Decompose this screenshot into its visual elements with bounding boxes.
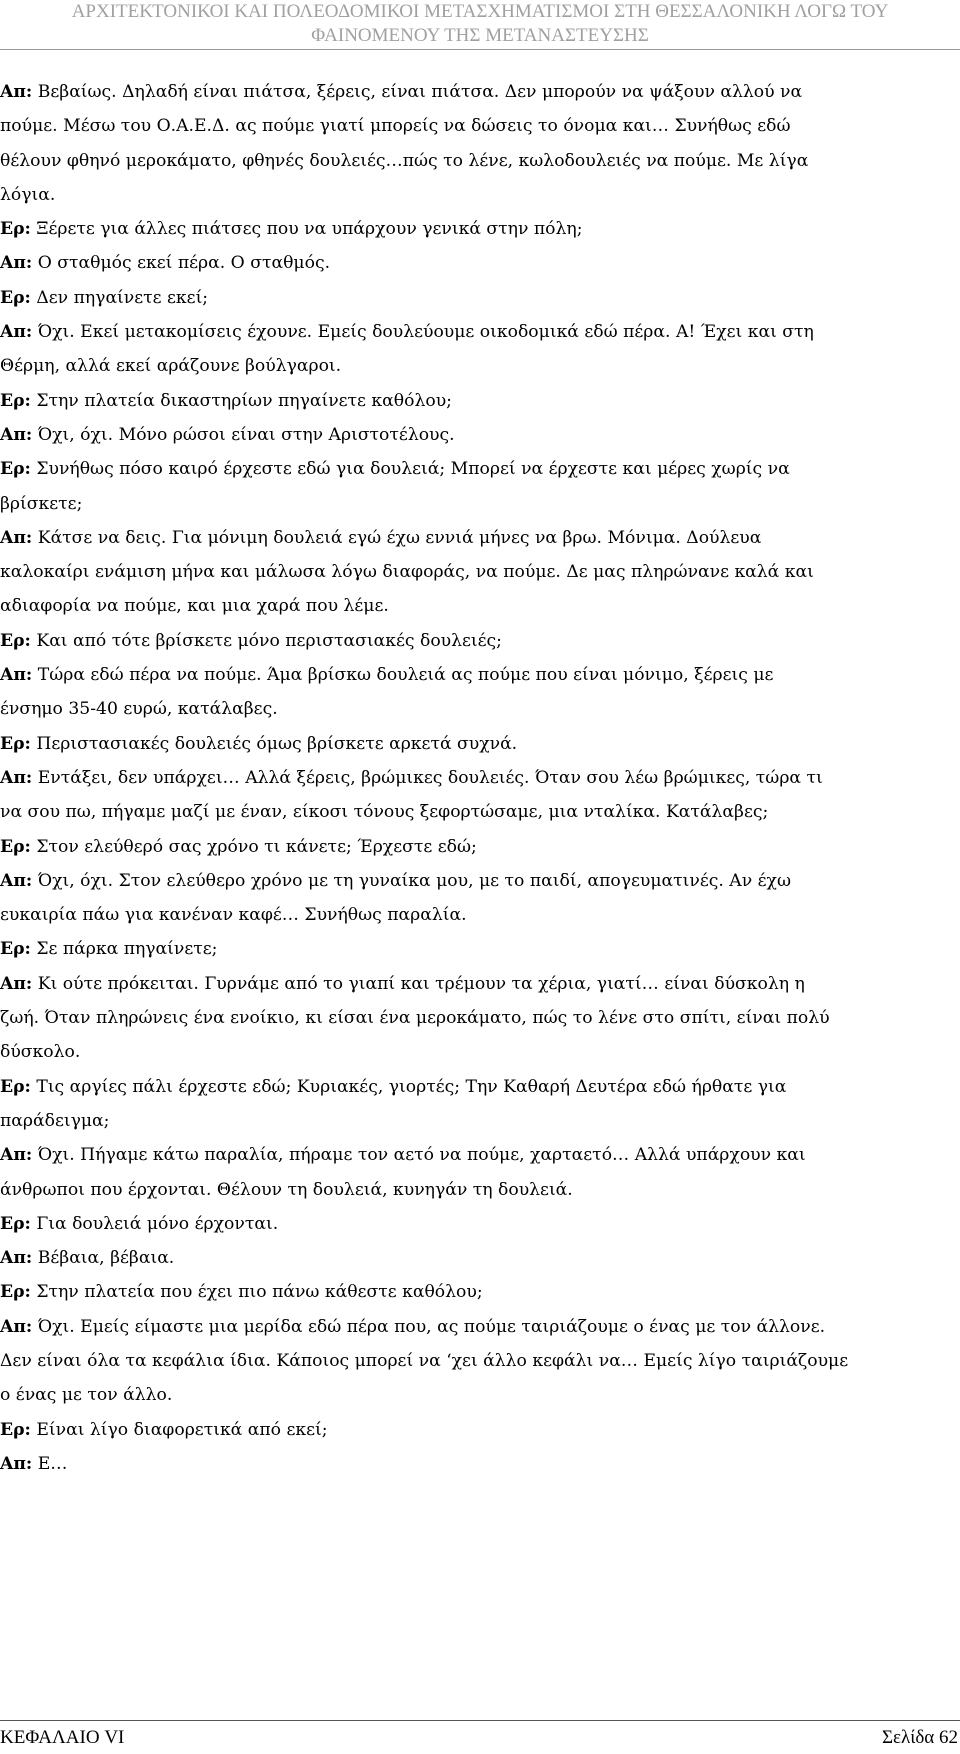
transcript-line xyxy=(0,1207,955,1241)
speaker-label: Ερ: xyxy=(0,1076,31,1097)
line-text: Σε πάρκα πηγαίνετε; xyxy=(30,939,218,960)
speaker-label: Απ: xyxy=(0,767,33,788)
transcript-line xyxy=(0,1378,955,1412)
line-text: παράδειγμα; xyxy=(0,1110,110,1131)
line-text: Στον ελεύθερό σας χρόνο τι κάνετε; Έρχεστε εδώ; xyxy=(30,836,477,857)
transcript-line xyxy=(0,487,955,521)
transcript-line xyxy=(0,1241,955,1275)
line-text: Είναι λίγο διαφορετικά από εκεί; xyxy=(30,1419,328,1440)
speaker-label: Απ: xyxy=(0,527,33,548)
line-text: λόγια. xyxy=(0,184,56,205)
line-text: καλοκαίρι ενάμιση μήνα και μάλωσα λόγω διαφοράς, να πούμε. Δε μας πληρώνανε καλά και xyxy=(0,562,814,583)
speaker-label: Απ: xyxy=(0,1453,33,1474)
transcript-line xyxy=(0,1447,955,1481)
transcript-line xyxy=(0,1173,955,1207)
line-text: Βεβαίως. Δηλαδή είναι πιάτσα, ξέρεις, είναι πιάτσα. Δεν μπορούν να ψάξουν αλλού να xyxy=(32,82,803,102)
line-text: ευκαιρία πάω για κανέναν καφέ… Συνήθως παραλία. xyxy=(0,905,467,926)
speaker-label: Ερ: xyxy=(0,733,31,754)
line-text: να σου πω, πήγαμε μαζί με έναν, είκοσι τόνους ξεφορτώσαμε, μια νταλίκα. Κατάλαβες; xyxy=(0,802,769,823)
line-text: Ο σταθμός εκεί πέρα. Ο σταθμός. xyxy=(32,253,331,274)
speaker-label: Απ: xyxy=(0,870,33,891)
line-text: Τις αργίες πάλι έρχεστε εδώ; Κυριακές, γιορτές; Την Καθαρή Δευτέρα εδώ ήρθατε για xyxy=(30,1076,787,1097)
line-text: Όχι. Πήγαμε κάτω παραλία, πήραμε τον αετό να πούμε, χαρταετό… Αλλά υπάρχουν και xyxy=(32,1145,806,1166)
interview-transcript xyxy=(0,75,955,1481)
speaker-label: Ερ: xyxy=(0,1282,31,1303)
line-text: Θέρμη, αλλά εκεί αράζουνε βούλγαροι. xyxy=(0,356,342,377)
transcript-line xyxy=(0,109,955,143)
speaker-label: Απ: xyxy=(0,1248,33,1269)
page-number: Σελίδα 62 xyxy=(881,1727,958,1748)
transcript-line xyxy=(0,932,955,966)
line-text: Και από τότε βρίσκετε μόνο περιστασιακές δουλειές; xyxy=(30,630,502,651)
speaker-label: Απ: xyxy=(0,1316,33,1337)
line-text: θέλουν φθηνό μεροκάματο, φθηνές δουλειές…πώς το λένε, κωλοδουλειές να πούμε. Με λίγα xyxy=(0,150,809,171)
transcript-line xyxy=(0,624,955,658)
transcript-line xyxy=(0,1310,955,1344)
line-text: Κι ούτε πρόκειται. Γυρνάμε από το γιαπί και τρέμουν τα χέρια, γιατί… είναι δύσκολη η xyxy=(32,973,805,994)
running-header xyxy=(0,0,960,48)
transcript-line xyxy=(0,418,955,452)
transcript-line xyxy=(0,692,955,726)
speaker-label: Απ: xyxy=(0,424,33,445)
speaker-label: Απ: xyxy=(0,82,33,102)
line-text: Συνήθως πόσο καιρό έρχεστε εδώ για δουλειά; Μπορεί να έρχεστε και μέρες χωρίς να xyxy=(30,459,790,480)
speaker-label: Απ: xyxy=(0,1145,33,1166)
line-text: Ε… xyxy=(32,1453,68,1474)
transcript-line xyxy=(0,1275,955,1309)
speaker-label: Ερ: xyxy=(0,1419,31,1440)
transcript-line xyxy=(0,555,955,589)
line-text: Όχι. Εκεί μετακομίσεις έχουνε. Εμείς δουλεύουμε οικοδομικά εδώ πέρα. Α! Έχει και στη xyxy=(32,322,814,343)
line-text: δύσκολο. xyxy=(0,1042,81,1063)
transcript-line xyxy=(0,384,955,418)
line-text: πούμε. Μέσω του Ο.Α.Ε.Δ. ας πούμε γιατί μπορείς να δώσεις το όνομα και… Συνήθως εδώ xyxy=(0,116,791,137)
speaker-label: Ερ: xyxy=(0,939,31,960)
transcript-line xyxy=(0,1070,955,1104)
transcript-line xyxy=(0,349,955,383)
transcript-line xyxy=(0,178,955,212)
line-text: ο ένας με τον άλλο. xyxy=(0,1385,173,1406)
line-text: άνθρωποι που έρχονται. Θέλουν τη δουλειά, κυνηγάν τη δουλειά. xyxy=(0,1179,573,1200)
transcript-line xyxy=(0,761,955,795)
line-text: Στην πλατεία που έχει πιο πάνω κάθεστε καθόλου; xyxy=(30,1282,483,1303)
line-text: Για δουλειά μόνο έρχονται. xyxy=(30,1213,279,1234)
transcript-line xyxy=(0,967,955,1001)
transcript-line xyxy=(0,658,955,692)
transcript-line xyxy=(0,864,955,898)
transcript-line xyxy=(0,727,955,761)
transcript-line xyxy=(0,521,955,555)
transcript-line xyxy=(0,1344,955,1378)
transcript-line xyxy=(0,315,955,349)
line-text: Εντάξει, δεν υπάρχει… Αλλά ξέρεις, βρώμικες δουλειές. Όταν σου λέω βρώμικες, τώρα τι xyxy=(32,767,823,788)
chapter-label: ΚΕΦΑΛΑΙΟ VI xyxy=(0,1727,125,1748)
line-text: Όχι. Εμείς είμαστε μια μερίδα εδώ πέρα που, ας πούμε ταιριάζουμε ο ένας με τον άλλονε. xyxy=(32,1316,826,1337)
line-text: Τώρα εδώ πέρα να πούμε. Άμα βρίσκω δουλειά ας πούμε που είναι μόνιμο, ξέρεις με xyxy=(32,665,774,686)
transcript-line xyxy=(0,589,955,623)
line-text: Όχι, όχι. Μόνο ρώσοι είναι στην Αριστοτέλους. xyxy=(32,424,455,445)
speaker-label: Ερ: xyxy=(0,459,31,480)
line-text: Δεν είναι όλα τα κεφάλια ίδια. Κάποιος μπορεί να ‘χει άλλο κεφάλι να… Εμείς λίγο ταιριάζουμε xyxy=(0,1350,849,1371)
transcript-line xyxy=(0,898,955,932)
transcript-line xyxy=(0,75,955,109)
speaker-label: Ερ: xyxy=(0,287,31,308)
transcript-line xyxy=(0,1138,955,1172)
transcript-line xyxy=(0,452,955,486)
transcript-line xyxy=(0,1001,955,1035)
line-text: ζωή. Όταν πληρώνεις ένα ενοίκιο, κι είσαι ένα μεροκάματο, πώς το λένε στο σπίτι, είναι πολύ xyxy=(0,1008,830,1029)
speaker-label: Απ: xyxy=(0,253,33,274)
transcript-line xyxy=(0,830,955,864)
page-footer xyxy=(0,1720,960,1754)
line-text: αδιαφορία να πούμε, και μια χαρά που λέμε. xyxy=(0,596,389,617)
transcript-line xyxy=(0,246,955,280)
header-divider xyxy=(0,49,960,50)
line-text: Όχι, όχι. Στον ελεύθερο χρόνο με τη γυναίκα μου, με το παιδί, απογευματινές. Αν έχω xyxy=(32,870,791,891)
transcript-line xyxy=(0,144,955,178)
transcript-line xyxy=(0,281,955,315)
line-text: Στην πλατεία δικαστηρίων πηγαίνετε καθόλου; xyxy=(30,390,452,411)
line-text: Βέβαια, βέβαια. xyxy=(32,1248,175,1269)
header-line-1: ΑΡΧΙΤΕΚΤΟΝΙΚΟΙ ΚΑΙ ΠΟΛΕΟΔΟΜΙΚΟΙ ΜΕΤΑΣΧΗΜΑΤΙΣΜΟΙ ΣΤΗ ΘΕΣΣΑΛΟΝΙΚΗ ΛΟΓΩ ΤΟΥ xyxy=(71,1,889,22)
speaker-label: Ερ: xyxy=(0,630,31,651)
transcript-line xyxy=(0,1035,955,1069)
speaker-label: Ερ: xyxy=(0,836,31,857)
line-text: Κάτσε να δεις. Για μόνιμη δουλειά εγώ έχω εννιά μήνες να βρω. Μόνιμα. Δούλευα xyxy=(32,527,762,548)
line-text: Δεν πηγαίνετε εκεί; xyxy=(30,287,209,308)
speaker-label: Απ: xyxy=(0,973,33,994)
transcript-line xyxy=(0,1413,955,1447)
line-text: ένσημο 35-40 ευρώ, κατάλαβες. xyxy=(0,699,278,720)
speaker-label: Ερ: xyxy=(0,219,31,240)
transcript-line xyxy=(0,1104,955,1138)
speaker-label: Ερ: xyxy=(0,390,31,411)
transcript-line xyxy=(0,795,955,829)
header-line-2: ΦΑΙΝΟΜΕΝΟΥ ΤΗΣ ΜΕΤΑΝΑΣΤΕΥΣΗΣ xyxy=(311,25,649,46)
line-text: Περιστασιακές δουλειές όμως βρίσκετε αρκετά συχνά. xyxy=(30,733,518,754)
speaker-label: Απ: xyxy=(0,322,33,343)
speaker-label: Ερ: xyxy=(0,1213,31,1234)
transcript-line xyxy=(0,212,955,246)
line-text: Ξέρετε για άλλες πιάτσες που να υπάρχουν γενικά στην πόλη; xyxy=(30,219,583,240)
speaker-label: Απ: xyxy=(0,665,33,686)
line-text: βρίσκετε; xyxy=(0,493,83,514)
